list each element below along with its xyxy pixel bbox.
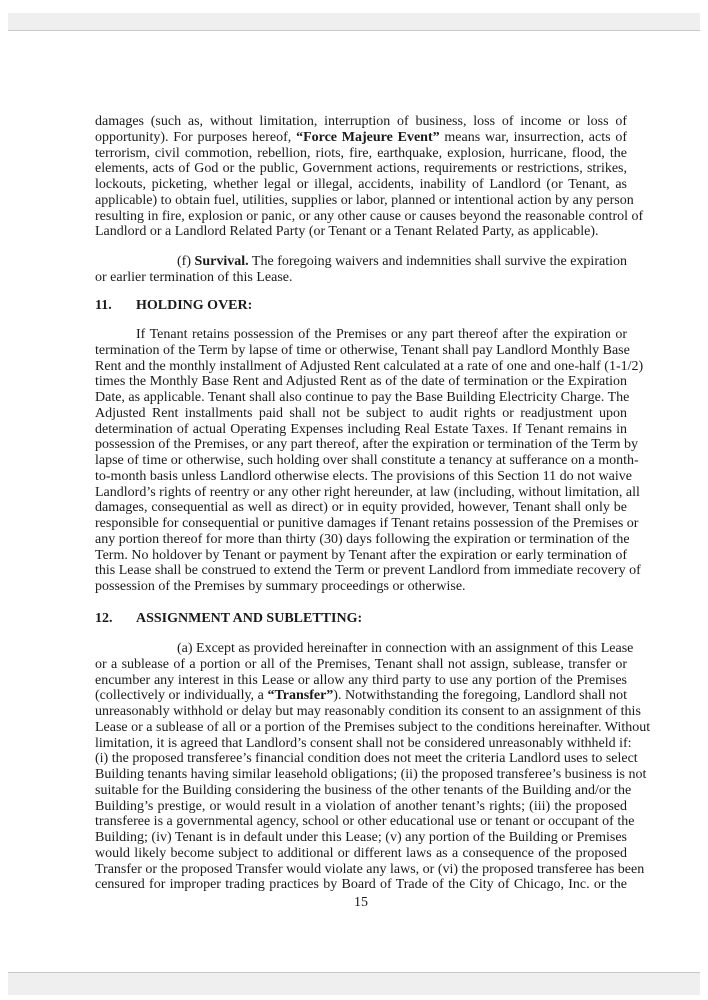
text-line: possession of the Premises, or any part thereof, after the expiration or termination of the Term by <box>95 437 639 453</box>
paragraph-assignment-a <box>95 641 651 893</box>
text-line: Rent and the monthly installment of Adjusted Rent calculated at a rate of one and one-half (1-1/2) <box>95 358 644 374</box>
section-number: 12. <box>95 611 113 626</box>
text-line: Building; (iv) Tenant is in default under this Lease; (v) any portion of the Building or Premises <box>95 830 627 845</box>
text-line: (i) the proposed transferee’s financial condition does not meet the criteria Landlord uses to select <box>95 751 638 767</box>
defined-term: “Force Majeure Event” <box>296 129 440 145</box>
text-line: suitable for the Building considering the business of the other tenants of the Building and/or the <box>95 782 632 798</box>
text-line: terrorism, civil commotion, rebellion, riots, fire, earthquake, explosion, hurricane, flood, the <box>95 145 627 161</box>
paragraph-holding-over <box>95 327 644 595</box>
defined-term: Survival. <box>194 254 249 269</box>
text-line: Building tenants having similar leasehold obligations; (ii) the proposed transferee’s business is not <box>95 767 647 782</box>
text-line: limitation, it is agreed that Landlord’s consent shall not be considered unreasonably withheld if: <box>95 735 632 751</box>
text-line: Lease or a sublease of all or a portion of the Premises subject to the conditions hereinafter. Without <box>95 719 651 735</box>
text-line: lockouts, picketing, whether legal or illegal, accidents, inability of Landlord (or Tenant, as <box>95 177 627 192</box>
text-line <box>95 130 627 146</box>
text-line: termination of the Term by lapse of time or otherwise, Tenant shall pay Landlord Monthly Base <box>95 342 630 358</box>
scan-bottom-band <box>8 972 700 995</box>
text-line <box>95 688 627 704</box>
text-line: resulting in fire, explosion or panic, or any other cause or causes beyond the reasonable control of <box>95 208 644 224</box>
section-number: 11. <box>95 298 112 313</box>
text-line: If Tenant retains possession of the Premises or any part thereof after the expiration or <box>136 327 627 342</box>
text-line: possession of the Premises by summary proceedings or otherwise. <box>95 579 466 594</box>
text-line: would likely become subject to additional or different laws as a consequence of the proposed <box>95 845 627 861</box>
text-line: Transfer or the proposed Transfer would violate any laws, or (vi) the proposed transferee has been <box>95 861 645 877</box>
text-line: responsible for consequential or punitive damages if Tenant retains possession of the Premises or <box>95 516 639 531</box>
text-line: damages, consequential as well as direct) or in equity provided, however, Tenant shall only be <box>95 500 627 516</box>
page-number: 15 <box>354 895 368 910</box>
text-line: Landlord’s rights of reentry or any other right hereunder, at law (including, without limitation, all <box>95 484 640 500</box>
text-segment: (collectively or individually, a <box>95 688 268 704</box>
scan-top-band <box>8 13 700 31</box>
text-line <box>95 254 627 270</box>
text-line: Landlord or a Landlord Related Party (or Tenant or a Tenant Related Party, as applicable). <box>95 224 599 240</box>
text-line: damages (such as, without limitation, interruption of business, loss of income or loss of <box>95 114 627 129</box>
text-segment: opportunity). For purposes hereof, <box>95 129 297 145</box>
text-line: Adjusted Rent installments paid shall not be subject to audit rights or readjustment upon <box>95 405 627 421</box>
text-line: Term. No holdover by Tenant or payment by Tenant after the expiration or early termination of <box>95 547 627 563</box>
text-line: Building’s prestige, or would result in a violation of another tenant’s rights; (iii) the proposed <box>95 798 627 814</box>
text-segment: (f) <box>177 254 195 269</box>
text-line: any portion thereof for more than thirty (30) days following the expiration or termination of the <box>95 531 630 547</box>
section-heading-holding-over <box>95 298 252 314</box>
text-segment: means war, insurrection, acts of <box>439 129 627 145</box>
paragraph-survival <box>95 254 627 286</box>
section-title: HOLDING OVER: <box>136 298 253 313</box>
text-line: this Lease shall be construed to extend the Term or prevent Landlord from immediate recovery of <box>95 563 641 579</box>
text-line: times the Monthly Base Rent and Adjusted Rent as of the date of termination or the Expiration <box>95 374 627 390</box>
text-line: to-month basis unless Landlord otherwise elects. The provisions of this Section 11 do not waive <box>95 468 632 484</box>
section-title: ASSIGNMENT AND SUBLETTING: <box>136 611 363 626</box>
text-line: determination of actual Operating Expenses including Real Estate Taxes. If Tenant remains in <box>95 421 627 437</box>
text-line: or earlier termination of this Lease. <box>95 269 293 285</box>
text-line: applicable) to obtain fuel, utilities, supplies or labor, planned or intentional action by any person <box>95 192 634 208</box>
text-segment: The foregoing waivers and indemnities shall survive the expiration <box>248 254 627 269</box>
text-line: or a sublease of a portion or all of the Premises, Tenant shall not assign, sublease, transfer or <box>95 656 627 672</box>
text-line: transferee is a governmental agency, school or other educational use or tenant or occupant of the <box>95 814 635 830</box>
defined-term: “Transfer” <box>267 688 334 704</box>
text-line: censured for improper trading practices by Board of Trade of the City of Chicago, Inc. or the <box>95 877 627 893</box>
text-segment: ). Notwithstanding the foregoing, Landlord shall not <box>333 688 627 704</box>
section-heading-assignment <box>95 611 362 627</box>
text-line: Date, as applicable. Tenant shall also continue to pay the Base Building Electricity Charge. The <box>95 390 630 405</box>
paragraph-force-majeure <box>95 114 644 240</box>
text-line: lapse of time or otherwise, such holding over shall constitute a tenancy at sufferance on a month- <box>95 453 639 468</box>
text-line: elements, acts of God or the public, Government actions, requirements or restrictions, strikes, <box>95 161 627 177</box>
text-line: unreasonably withhold or delay but may reasonably condition its consent to an assignment of this <box>95 704 641 719</box>
text-line: (a) Except as provided hereinafter in connection with an assignment of this Lease <box>177 641 634 656</box>
text-line: encumber any interest in this Lease or allow any third party to use any portion of the Premises <box>95 672 627 688</box>
